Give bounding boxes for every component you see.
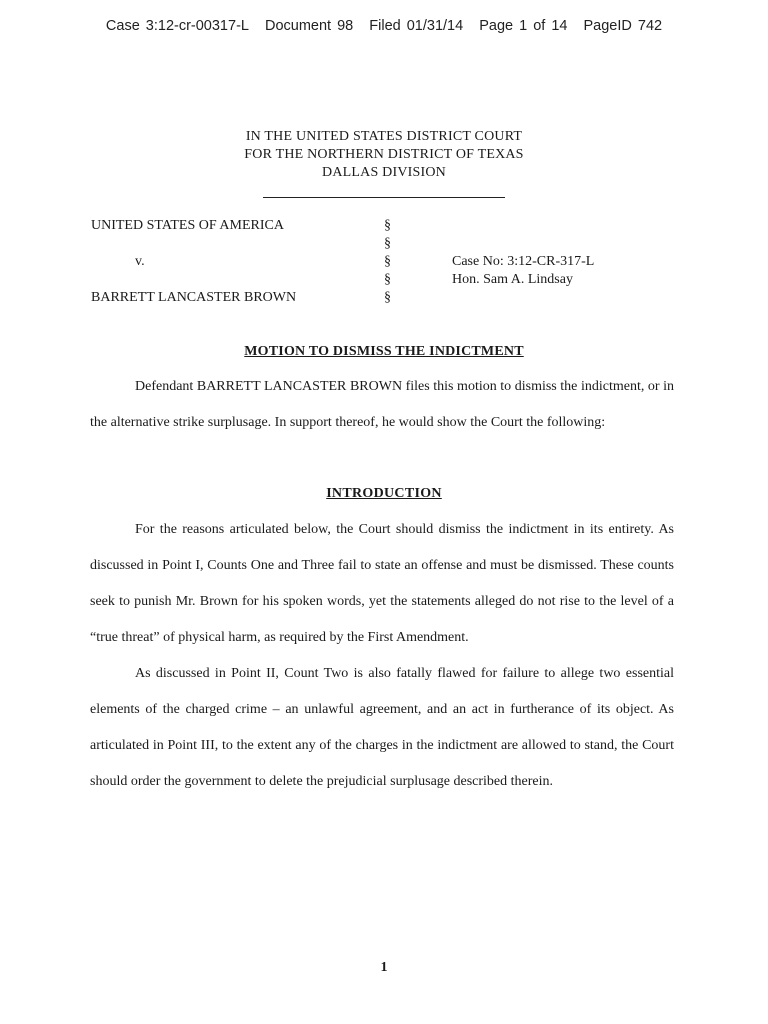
court-line-3: DALLAS DIVISION: [322, 165, 446, 180]
stamp-pageid: PageID 742: [583, 18, 663, 34]
caption-row: [0, 272, 768, 290]
section-symbol: §: [384, 236, 391, 251]
judge-name: Hon. Sam A. Lindsay: [452, 272, 573, 287]
section-symbol: §: [384, 290, 391, 305]
versus-label: v.: [135, 254, 145, 269]
section-heading-introduction: INTRODUCTION: [326, 486, 442, 501]
body-paragraph: For the reasons articulated below, the Court should dismiss the indictment in its entirety. As discussed in Point I, Counts One and Three fail to state an offense and must be dismissed. These counts seek to punish Mr. Brown for his spoken words, yet the statements alleged do not rise to the level of a “true threat” of physical harm, as required by the First Amendment.: [90, 522, 674, 645]
stamp-document: Document 98: [265, 18, 354, 34]
section-symbol: §: [384, 218, 391, 233]
section-symbol: §: [384, 254, 391, 269]
stamp-case-number: Case 3:12-cr-00317-L: [105, 18, 249, 34]
defendant-name: BARRETT LANCASTER BROWN: [91, 290, 297, 305]
stamp-page: Page 1 of 14: [479, 18, 568, 34]
section-symbol: §: [384, 272, 391, 287]
caption-row: [0, 218, 768, 236]
case-number: Case No: 3:12-CR-317-L: [452, 254, 595, 269]
heading-divider: [263, 197, 505, 198]
page-number: 1: [380, 960, 388, 975]
caption-row: [0, 290, 768, 308]
body-paragraph: As discussed in Point II, Count Two is also fatally flawed for failure to allege two essential elements of the charged crime – an unlawful agreement, and an act in furtherance of its object. As articulated in Point III, to the extent any of the charges in the indictment are allowed to stand, the Court should order the government to delete the prejudicial surplusage described therein.: [90, 666, 674, 789]
court-heading: [0, 128, 768, 182]
caption-row: [0, 254, 768, 272]
filing-stamp: [0, 18, 768, 34]
court-line-2: FOR THE NORTHERN DISTRICT OF TEXAS: [244, 147, 524, 162]
intro-paragraph: Defendant BARRETT LANCASTER BROWN files this motion to dismiss the indictment, or in the alternative strike surplusage. In support thereof, he would show the Court the following:: [90, 379, 674, 430]
court-line-1: IN THE UNITED STATES DISTRICT COURT: [245, 129, 523, 144]
motion-title: MOTION TO DISMISS THE INDICTMENT: [244, 344, 524, 359]
caption-row: [0, 236, 768, 254]
plaintiff-name: UNITED STATES OF AMERICA: [91, 218, 284, 233]
stamp-filed-date: Filed 01/31/14: [369, 18, 464, 34]
